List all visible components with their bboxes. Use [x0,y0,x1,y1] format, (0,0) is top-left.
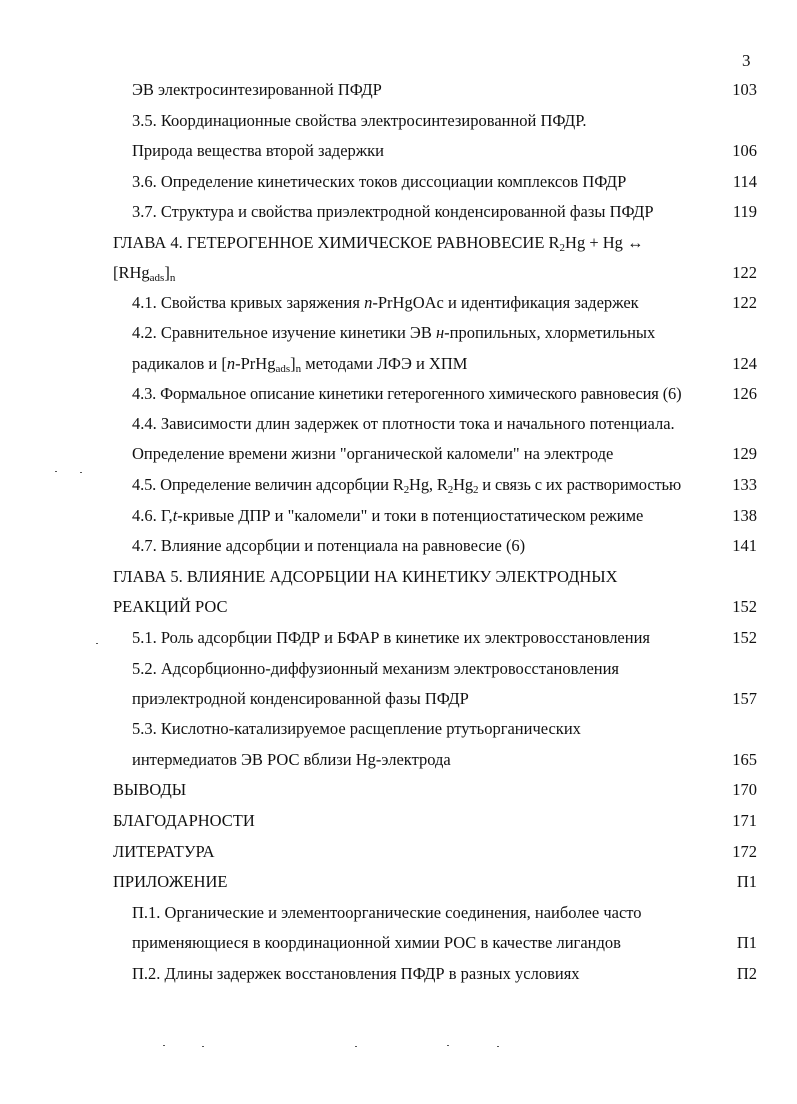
toc-page-number: 165 [732,750,757,769]
toc-page-number: П2 [736,964,757,983]
toc-page-number: П1 [736,872,757,891]
scan-speck [163,1045,165,1046]
toc-entry: 3.6. Определение кинетических токов диссоциации комплексов ПФДР [132,172,627,191]
scan-speck [202,1046,204,1047]
toc-page-number: 103 [732,80,757,99]
toc-page-number: 138 [732,506,757,525]
scan-speck [55,471,57,472]
toc-page-number: 114 [732,172,757,191]
scan-speck [80,472,82,473]
toc-entry: ЭВ электросинтезированной ПФДР [132,80,382,99]
toc-entry: 4.5. Определение величин адсорбции $R_2Hg$, $R_2Hg_2$ и связь с их растворимостью [132,475,682,496]
toc-entry: 5.2. Адсорбционно-диффузионный механизм электровосстановления [132,659,620,678]
toc-page-number: 171 [732,811,757,830]
toc-page-number: 172 [732,842,757,861]
toc-entry: 4.7. Влияние адсорбции и потенциала на равновесие (6) [132,536,526,555]
toc-chapter-heading: ПРИЛОЖЕНИЕ [113,872,228,891]
toc-chapter-heading: ГЛАВА 5. ВЛИЯНИЕ АДСОРБЦИИ НА КИНЕТИКУ ЭЛЕКТРОДНЫХ [113,567,618,586]
toc-page-number: 129 [732,444,757,463]
toc-entry: радикалов и $[n-PrHg_{ads}]_n$ методами ЛФЭ и ХПМ [132,354,468,375]
scan-speck [447,1045,449,1046]
toc-page-number: 119 [732,202,757,221]
toc-entry: 4.2. Сравнительное изучение кинетики ЭВ н-пропильных, хлорметильных [132,323,656,342]
toc-entry: 5.3. Кислотно-катализируемое расщепление ртутьорганических [132,719,581,738]
toc-chapter-heading: РЕАКЦИЙ РОС [113,597,228,616]
toc-page-number: 152 [732,628,757,647]
toc-page-number: 157 [732,689,757,708]
toc-page-number: 126 [732,384,757,403]
page-number: 3 [742,51,751,70]
toc-page-number: 124 [732,354,757,373]
toc-chapter-heading: ГЛАВА 4. ГЕТЕРОГЕННОЕ ХИМИЧЕСКОЕ РАВНОВЕСИЕ $R_2Hg + Hg$ ↔ [113,233,644,254]
toc-entry: применяющиеся в координационной химии РОС в качестве лигандов [132,933,621,952]
toc-entry: интермедиатов ЭВ РОС вблизи Hg-электрода [132,750,451,769]
toc-entry: приэлектродной конденсированной фазы ПФДР [132,689,469,708]
toc-entry: П.2. Длины задержек восстановления ПФДР в разных условиях [132,964,580,983]
toc-entry: Определение времени жизни "органической каломели" на электроде [132,444,614,463]
toc-page-number: 152 [732,597,757,616]
toc-entry: 5.1. Роль адсорбции ПФДР и БФАР в кинетике их электровосстановления [132,628,651,647]
toc-entry: 3.7. Структура и свойства приэлектродной конденсированной фазы ПФДР [132,202,654,221]
toc-entry: 4.6. Г,t-кривые ДПР и "каломели" и токи в потенциостатическом режиме [132,506,644,525]
scan-speck [96,643,98,644]
scan-speck [355,1046,357,1047]
toc-chapter-heading: ВЫВОДЫ [113,780,187,799]
toc-entry: 4.1. Свойства кривых заряжения n-PrHgOAc и идентификация задержек [132,293,639,312]
toc-entry: 4.3. Формальное описание кинетики гетерогенного химического равновесия (6) [132,384,682,403]
toc-page-number: 122 [732,263,757,282]
toc-entry: Природа вещества второй задержки [132,141,385,160]
toc-chapter-heading: БЛАГОДАРНОСТИ [113,811,255,830]
toc-page-number: 133 [732,475,757,494]
toc-chapter-heading: $[RHg_{ads}]_n$ [113,263,176,284]
toc-page-number: 106 [732,141,757,160]
toc-page-number: 122 [732,293,757,312]
toc-entry: П.1. Органические и элементоорганические соединения, наиболее часто [132,903,642,922]
toc-entry: 4.4. Зависимости длин задержек от плотности тока и начального потенциала. [132,414,675,433]
toc-page-number: 170 [732,780,757,799]
scan-speck [497,1046,499,1047]
toc-chapter-heading: ЛИТЕРАТУРА [113,842,215,861]
toc-page-number: П1 [736,933,757,952]
toc-entry: 3.5. Координационные свойства электросинтезированной ПФДР. [132,111,587,130]
toc-page-number: 141 [732,536,757,555]
